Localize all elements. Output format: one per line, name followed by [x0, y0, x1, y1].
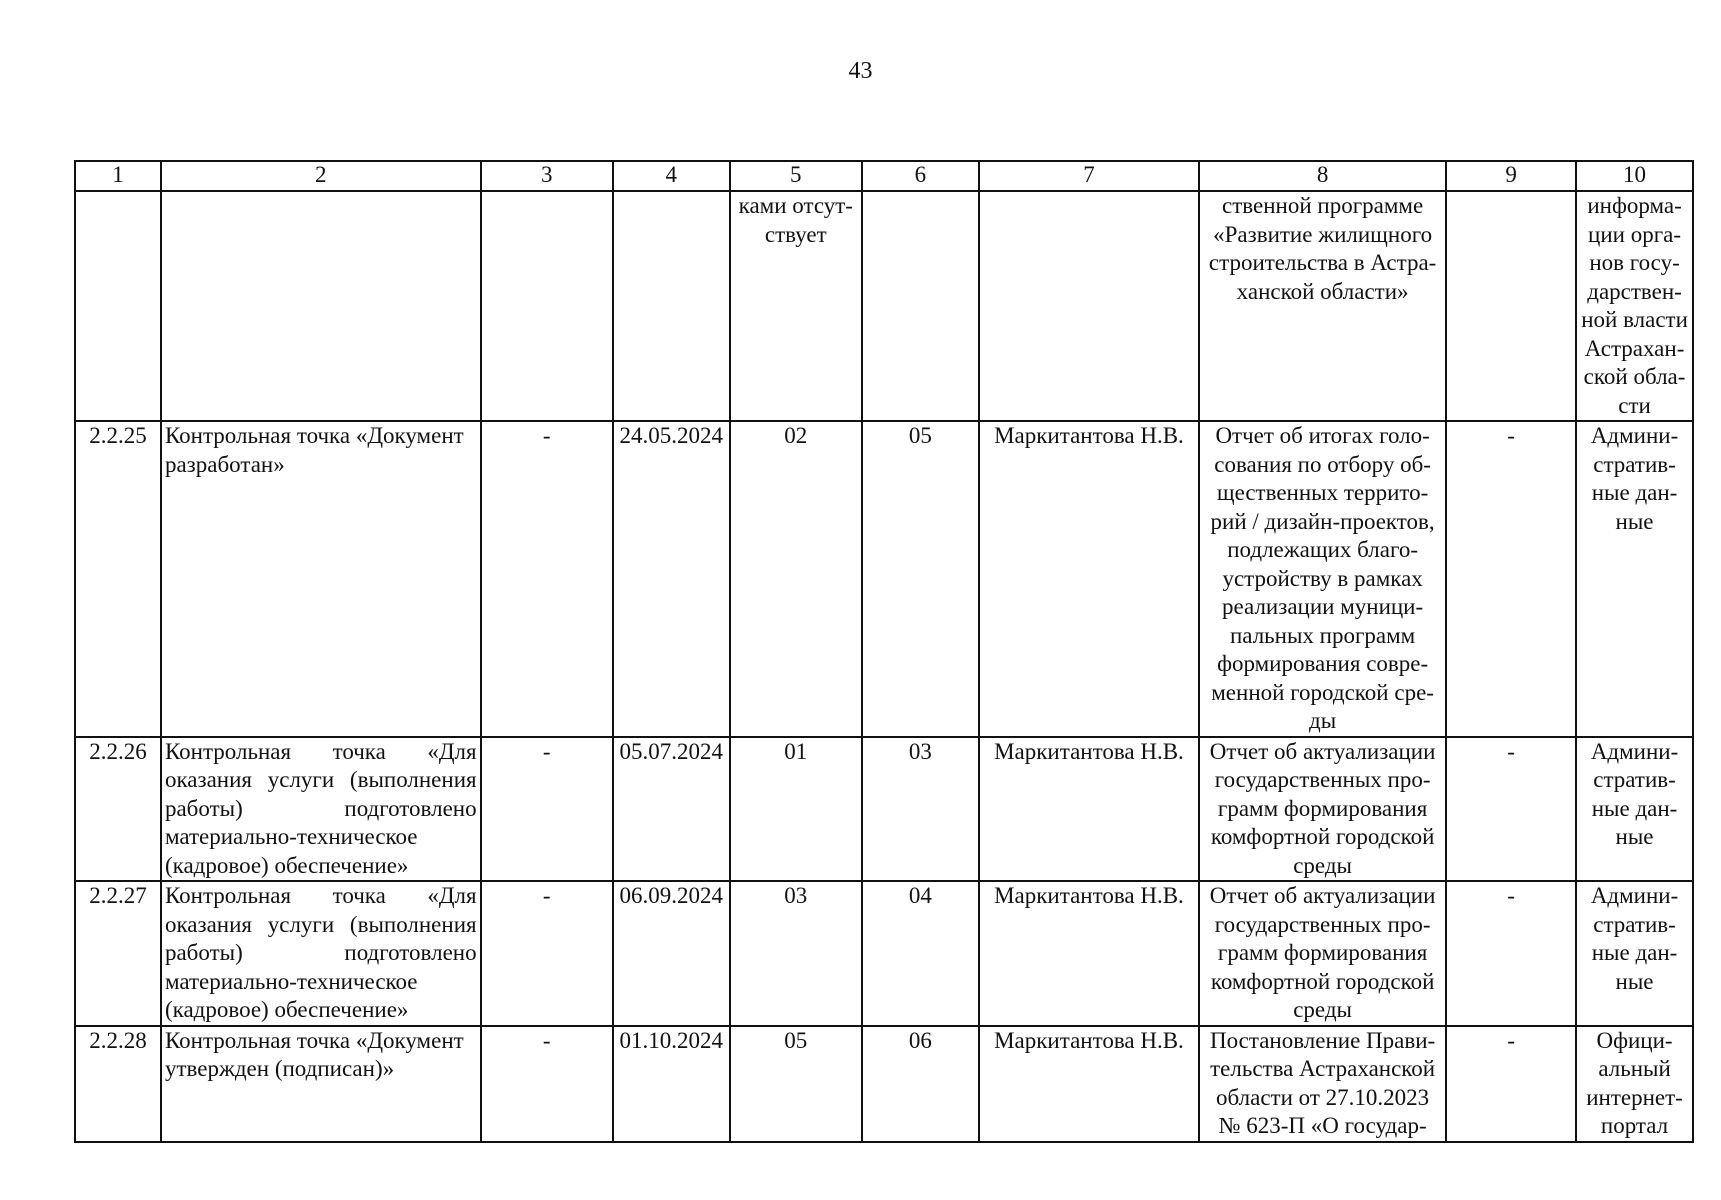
table-row: [75, 881, 1693, 1026]
header-col-10: 10: [1576, 161, 1693, 191]
table-cell: 06: [862, 1026, 979, 1142]
cell-line: ствует: [764, 221, 827, 247]
cell-line: альный: [1598, 1056, 1671, 1081]
cell-line: Админи-: [1590, 423, 1679, 448]
result-document: [1199, 881, 1446, 1026]
table-cell: 05: [862, 421, 979, 737]
cell-line: Постановление Прави-: [1210, 1027, 1436, 1053]
table-row: [75, 737, 1693, 882]
table-cell: 02: [730, 421, 862, 737]
cell-line: ные: [1615, 968, 1654, 994]
row-number: 2.2.26: [75, 737, 161, 882]
cell-line: ные дан-: [1591, 795, 1678, 821]
data-source: [1576, 881, 1693, 1026]
cell-line: комфортной городской: [1210, 968, 1435, 994]
cell-line: ной власти: [1581, 307, 1688, 332]
data-source: [1576, 421, 1693, 737]
table-cell: 05: [730, 1026, 862, 1142]
cell-line: Админи-: [1590, 738, 1679, 764]
header-col-9: 9: [1446, 161, 1576, 191]
result-document: [1199, 421, 1446, 737]
row-number: 2.2.28: [75, 1026, 161, 1142]
cell-line: ханской области»: [1236, 278, 1409, 304]
header-col-8: 8: [1199, 161, 1446, 191]
header-col-4: 4: [613, 161, 730, 191]
table-cell: [481, 191, 613, 421]
table-cell: [161, 191, 481, 421]
responsible-person: Маркитантова Н.В.: [979, 881, 1199, 1026]
header-col-2: 2: [161, 161, 481, 191]
table-row: [75, 1026, 1693, 1142]
table-cell: [979, 191, 1199, 421]
table-cell: 03: [730, 881, 862, 1026]
table-cell: -: [1446, 421, 1576, 737]
cell-line: рий / дизайн-проектов,: [1210, 508, 1435, 534]
cell-line: Отчет об актуализации: [1209, 738, 1436, 764]
table-cell: [613, 191, 730, 421]
control-points-table: [74, 160, 1694, 1143]
cell-line: дарствен-: [1587, 278, 1682, 304]
table-cell: -: [481, 421, 613, 737]
table-cell: 01: [730, 737, 862, 882]
cell-line: сования по отбору об-: [1214, 451, 1431, 477]
page-number: 43: [848, 58, 873, 84]
cell-line: строительства в Астра-: [1208, 250, 1437, 275]
row-number: 2.2.25: [75, 421, 161, 737]
cell-line: ные: [1615, 508, 1654, 534]
row-number: 2.2.27: [75, 881, 161, 1026]
header-row: [75, 161, 1693, 191]
result-document: [1199, 1026, 1446, 1142]
cell-line: ции орга-: [1588, 221, 1682, 247]
control-point-name: Контрольная точка «Документ утвержден (подписан)»: [161, 1026, 481, 1142]
cell-line: комфортной городской: [1210, 824, 1435, 849]
table-cell: [1199, 191, 1446, 421]
table-cell: [1576, 191, 1693, 421]
table-cell: [730, 191, 862, 421]
table-row: [75, 421, 1693, 737]
cell-line: нов госу-: [1589, 250, 1680, 275]
cell-line: портал: [1600, 1113, 1669, 1138]
cell-line: среды: [1293, 997, 1352, 1022]
header-col-5: 5: [730, 161, 862, 191]
cell-line: «Развитие жилищного: [1213, 221, 1433, 247]
table-cell: -: [481, 1026, 613, 1142]
cell-line: тельства Астраханской: [1210, 1056, 1436, 1081]
header-col-1: 1: [75, 161, 161, 191]
table-cell: -: [1446, 881, 1576, 1026]
cell-line: Офици-: [1596, 1027, 1673, 1053]
cell-line: № 623-П «О государ-: [1218, 1113, 1427, 1138]
table-cell: -: [1446, 1026, 1576, 1142]
table-cell: [862, 191, 979, 421]
cell-line: Отчет об итогах голо-: [1215, 423, 1430, 448]
cell-line: менной городской сре-: [1211, 679, 1434, 705]
cell-line: ками отсут-: [738, 193, 853, 218]
table-cell: -: [1446, 737, 1576, 882]
cell-line: устройству в рамках: [1222, 565, 1423, 591]
table-cell: 03: [862, 737, 979, 882]
header-col-3: 3: [481, 161, 613, 191]
cell-line: сти: [1618, 392, 1651, 418]
due-date: 01.10.2024: [613, 1026, 730, 1142]
cell-line: грамм формирования: [1217, 940, 1428, 965]
due-date: 24.05.2024: [613, 421, 730, 737]
cell-line: ные дан-: [1591, 940, 1678, 965]
control-point-name: Контрольная точка «Для оказания услуги (выполнения работы) подготовлено материально-техническое (кадровое) обеспечение»: [161, 737, 481, 882]
table-cell: -: [481, 737, 613, 882]
cell-line: грамм формирования: [1217, 795, 1428, 821]
due-date: 05.07.2024: [613, 737, 730, 882]
cell-line: государственных про-: [1214, 767, 1431, 792]
cell-line: щественных террито-: [1216, 480, 1429, 505]
cell-line: среды: [1293, 852, 1352, 878]
cell-line: формирования совре-: [1217, 651, 1429, 676]
cell-line: ственной программе: [1222, 193, 1424, 218]
control-point-name: Контрольная точка «Документ разработан»: [161, 421, 481, 737]
cell-line: Отчет об актуализации: [1209, 883, 1436, 908]
cell-line: информа-: [1587, 193, 1682, 218]
data-source: [1576, 1026, 1693, 1142]
header-col-7: 7: [979, 161, 1199, 191]
cell-line: стратив-: [1593, 451, 1676, 477]
responsible-person: Маркитантова Н.В.: [979, 421, 1199, 737]
table-cell: [1446, 191, 1576, 421]
cell-line: ные дан-: [1591, 480, 1678, 505]
cell-line: Админи-: [1590, 883, 1679, 908]
cell-line: подлежащих благо-: [1227, 537, 1418, 562]
control-point-name: Контрольная точка «Для оказания услуги (выполнения работы) подготовлено материально-техническое (кадровое) обеспечение»: [161, 881, 481, 1026]
continuation-row: [75, 191, 1693, 421]
result-document: [1199, 737, 1446, 882]
cell-line: ды: [1309, 708, 1337, 733]
responsible-person: Маркитантова Н.В.: [979, 1026, 1199, 1142]
cell-line: пальных программ: [1229, 622, 1416, 648]
responsible-person: Маркитантова Н.В.: [979, 737, 1199, 882]
cell-line: стратив-: [1593, 911, 1676, 937]
cell-line: области от 27.10.2023: [1216, 1084, 1430, 1110]
cell-line: реализации муници-: [1222, 594, 1424, 619]
cell-line: ные: [1615, 824, 1654, 849]
cell-line: Астрахан-: [1584, 335, 1685, 361]
cell-line: ской обла-: [1583, 364, 1686, 389]
due-date: 06.09.2024: [613, 881, 730, 1026]
header-col-6: 6: [862, 161, 979, 191]
table-cell: -: [481, 881, 613, 1026]
data-source: [1576, 737, 1693, 882]
table-cell: 04: [862, 881, 979, 1026]
table-cell: [75, 191, 161, 421]
cell-line: интернет-: [1586, 1084, 1683, 1110]
cell-line: государственных про-: [1214, 911, 1431, 937]
cell-line: стратив-: [1593, 767, 1676, 792]
